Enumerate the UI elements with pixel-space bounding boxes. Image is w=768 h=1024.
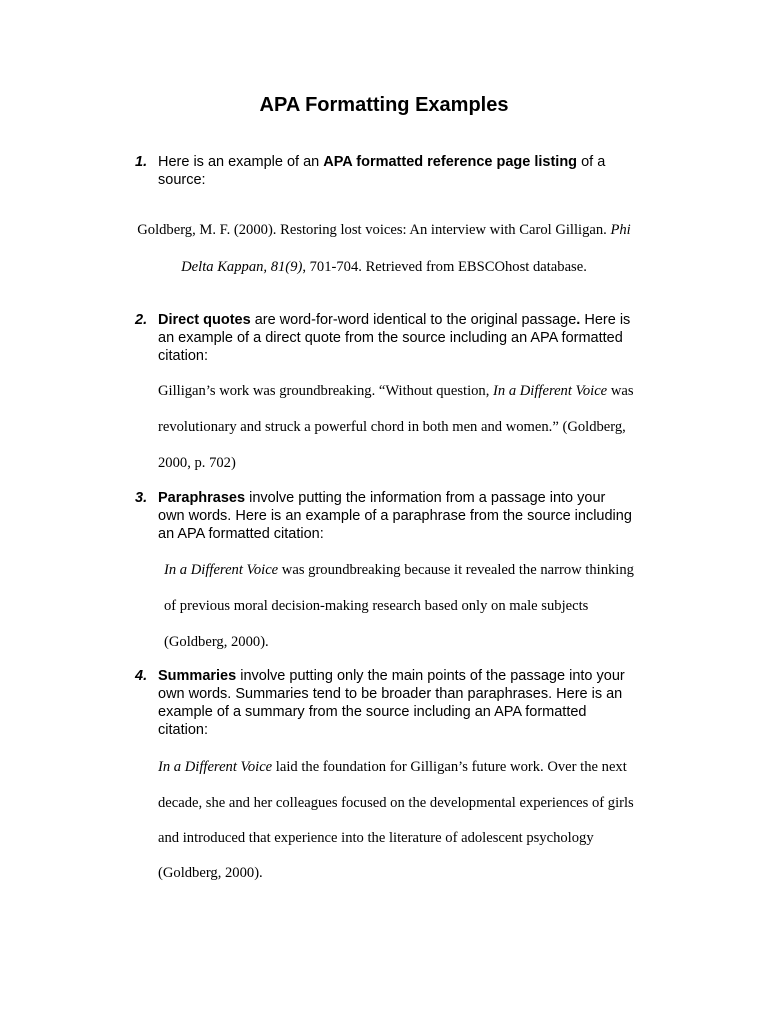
reference-italic: Phi xyxy=(610,222,631,238)
reference-line-2 xyxy=(0,258,768,276)
list-number: 1. xyxy=(135,154,148,170)
item-bold-text: Direct quotes xyxy=(158,312,251,328)
quote-text: Gilligan’s work was groundbreaking. “Without question, xyxy=(158,383,494,399)
item-bold-text: APA formatted reference page listing xyxy=(323,154,578,170)
paraphrase-line-1 xyxy=(164,561,634,579)
list-item-text xyxy=(158,667,635,739)
list-item-text xyxy=(158,311,635,365)
summary-line-3: and introduced that experience into the literature of adolescent psychology xyxy=(158,830,594,846)
summary-text: laid the foundation for Gilligan’s future work. Over the next xyxy=(272,759,627,775)
summary-line-2: decade, she and her colleagues focused on the developmental experiences of girls xyxy=(158,795,634,811)
item-bold-text: Paraphrases xyxy=(158,490,246,506)
list-item-4 xyxy=(135,667,635,739)
quote-line-1 xyxy=(158,382,634,400)
item-text: of a source: xyxy=(158,154,606,188)
paraphrase-italic: In a Different Voice xyxy=(164,562,279,578)
list-number: 4. xyxy=(135,668,148,684)
reference-line-1 xyxy=(0,221,768,239)
item-text: involve putting the information from a passage into your own words. Here is an example of a paraphrase from the source including an APA formatted citation: xyxy=(158,490,632,542)
item-text: are word-for-word identical to the original passage xyxy=(250,312,577,328)
item-text: involve putting only the main points of the passage into your own words. Summaries tend to be broader than paraphrases. Here is an example of a summary from the source including an APA formatted citation: xyxy=(158,668,625,738)
list-item-3 xyxy=(135,489,635,543)
quote-line-3: 2000, p. 702) xyxy=(158,455,236,471)
list-item-text xyxy=(158,153,635,189)
item-bold-period: . xyxy=(576,312,581,328)
summary-line-1 xyxy=(158,758,627,776)
summary-italic: In a Different Voice xyxy=(158,759,273,775)
reference-text: Goldberg, M. F. (2000). Restoring lost voices: An interview with Carol Gilligan. xyxy=(137,222,611,238)
reference-text: , 701-704. Retrieved from EBSCOhost database. xyxy=(302,259,587,275)
paraphrase-line-2: of previous moral decision-making research based only on male subjects xyxy=(164,598,589,614)
reference-italic: Delta Kappan, 81(9) xyxy=(181,259,303,275)
quote-italic: In a Different Voice xyxy=(493,383,608,399)
list-item-2 xyxy=(135,311,635,365)
list-number: 3. xyxy=(135,490,148,506)
summary-line-4: (Goldberg, 2000). xyxy=(158,865,263,881)
list-item-text xyxy=(158,489,635,543)
item-text: Here is an example of a direct quote from the source including an APA formatted citation: xyxy=(158,312,631,364)
list-item-1 xyxy=(135,153,635,189)
page-title: APA Formatting Examples xyxy=(259,94,509,116)
item-bold-text: Summaries xyxy=(158,668,237,684)
list-number: 2. xyxy=(135,312,148,328)
paraphrase-text: was groundbreaking because it revealed the narrow thinking xyxy=(278,562,634,578)
quote-text: was xyxy=(607,383,634,399)
item-text: Here is an example of an xyxy=(158,154,324,170)
quote-line-2: revolutionary and struck a powerful chord in both men and women.” (Goldberg, xyxy=(158,419,626,435)
paraphrase-line-3: (Goldberg, 2000). xyxy=(164,634,269,650)
